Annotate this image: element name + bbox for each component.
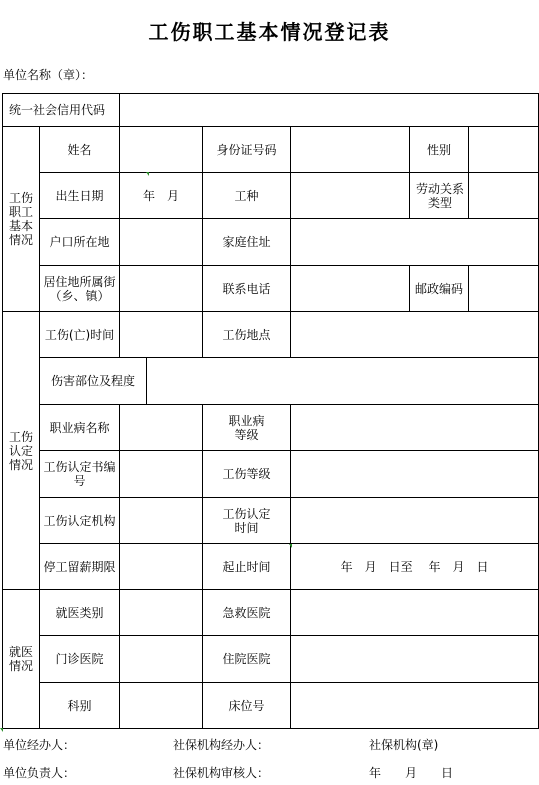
credit-code-label: 统一社会信用代码	[3, 94, 120, 127]
leave-period-label: 停工留薪期限	[40, 544, 120, 590]
medical-type-label: 就医类别	[40, 590, 120, 636]
phone-label: 联系电话	[203, 266, 291, 312]
gender-label: 性别	[410, 127, 469, 173]
injury-place-field[interactable]	[291, 312, 539, 358]
cert-number-field[interactable]	[120, 451, 203, 498]
footer-date: 年 月 日	[369, 766, 454, 780]
name-field[interactable]	[120, 127, 203, 173]
inpatient-hospital-field[interactable]	[291, 636, 539, 683]
home-address-field[interactable]	[291, 219, 539, 266]
cell-marker-icon	[146, 172, 149, 176]
job-type-field[interactable]	[291, 173, 410, 219]
injury-grade-field[interactable]	[291, 451, 539, 498]
bed-number-field[interactable]	[291, 683, 539, 729]
cell-marker-icon	[289, 544, 292, 548]
bed-number-label: 床位号	[203, 683, 291, 729]
leave-period-field[interactable]	[120, 544, 203, 590]
disease-level-label: 职业病等级	[203, 405, 291, 451]
identify-time-label: 工伤认定时间	[203, 498, 291, 544]
identify-org-label: 工伤认定机构	[40, 498, 120, 544]
identify-org-field[interactable]	[120, 498, 203, 544]
name-label: 姓名	[40, 127, 120, 173]
disease-name-field[interactable]	[120, 405, 203, 451]
unit-handler-label: 单位经办人：	[3, 738, 76, 752]
injury-time-label: 工伤(亡)时间	[40, 312, 120, 358]
section-medical: 就医情况	[3, 590, 40, 729]
labor-relation-field[interactable]	[469, 173, 539, 219]
id-number-label: 身份证号码	[203, 127, 291, 173]
labor-relation-label: 劳动关系类型	[410, 173, 469, 219]
agency-seal-label: 社保机构(章)	[369, 738, 439, 752]
cert-number-label: 工伤认定书编号	[40, 451, 120, 498]
section-identification: 工伤认定情况	[3, 312, 40, 590]
injury-grade-label: 工伤等级	[203, 451, 291, 498]
section-basic-info: 工伤职工基本情况	[3, 127, 40, 312]
department-label: 科别	[40, 683, 120, 729]
clinic-hospital-field[interactable]	[120, 636, 203, 683]
injury-part-label: 伤害部位及程度	[40, 358, 147, 405]
unit-name-label: 单位名称（章）：	[3, 68, 94, 82]
hukou-label: 户口所在地	[40, 219, 120, 266]
job-type-label: 工种	[203, 173, 291, 219]
injury-time-field[interactable]	[120, 312, 203, 358]
postcode-label: 邮政编码	[410, 266, 469, 312]
medical-type-field[interactable]	[120, 590, 203, 636]
street-label: 居住地所属街（乡、镇）	[40, 266, 120, 312]
disease-name-label: 职业病名称	[40, 405, 120, 451]
unit-head-label: 单位负责人：	[3, 766, 76, 780]
department-field[interactable]	[120, 683, 203, 729]
agency-reviewer-label: 社保机构审核人：	[173, 766, 270, 780]
clinic-hospital-label: 门诊医院	[40, 636, 120, 683]
birth-date-field[interactable]: 年 月	[120, 173, 203, 219]
hukou-field[interactable]	[120, 219, 203, 266]
start-end-time-label: 起止时间	[203, 544, 291, 590]
gender-field[interactable]	[469, 127, 539, 173]
home-address-label: 家庭住址	[203, 219, 291, 266]
injury-place-label: 工伤地点	[203, 312, 291, 358]
start-end-time-field[interactable]: 年 月 日至 年 月 日	[291, 544, 539, 590]
registration-table	[2, 93, 539, 729]
id-number-field[interactable]	[291, 127, 410, 173]
postcode-field[interactable]	[469, 266, 539, 312]
birth-date-label: 出生日期	[40, 173, 120, 219]
cell-marker-icon	[0, 728, 3, 732]
credit-code-field[interactable]	[120, 94, 539, 127]
emergency-hospital-field[interactable]	[291, 590, 539, 636]
disease-level-field[interactable]	[291, 405, 539, 451]
street-field[interactable]	[120, 266, 203, 312]
agency-handler-label: 社保机构经办人：	[173, 738, 270, 752]
emergency-hospital-label: 急救医院	[203, 590, 291, 636]
phone-field[interactable]	[291, 266, 410, 312]
injury-part-field[interactable]	[147, 358, 539, 405]
form-title: 工伤职工基本情况登记表	[148, 20, 391, 44]
inpatient-hospital-label: 住院医院	[203, 636, 291, 683]
identify-time-field[interactable]	[291, 498, 539, 544]
